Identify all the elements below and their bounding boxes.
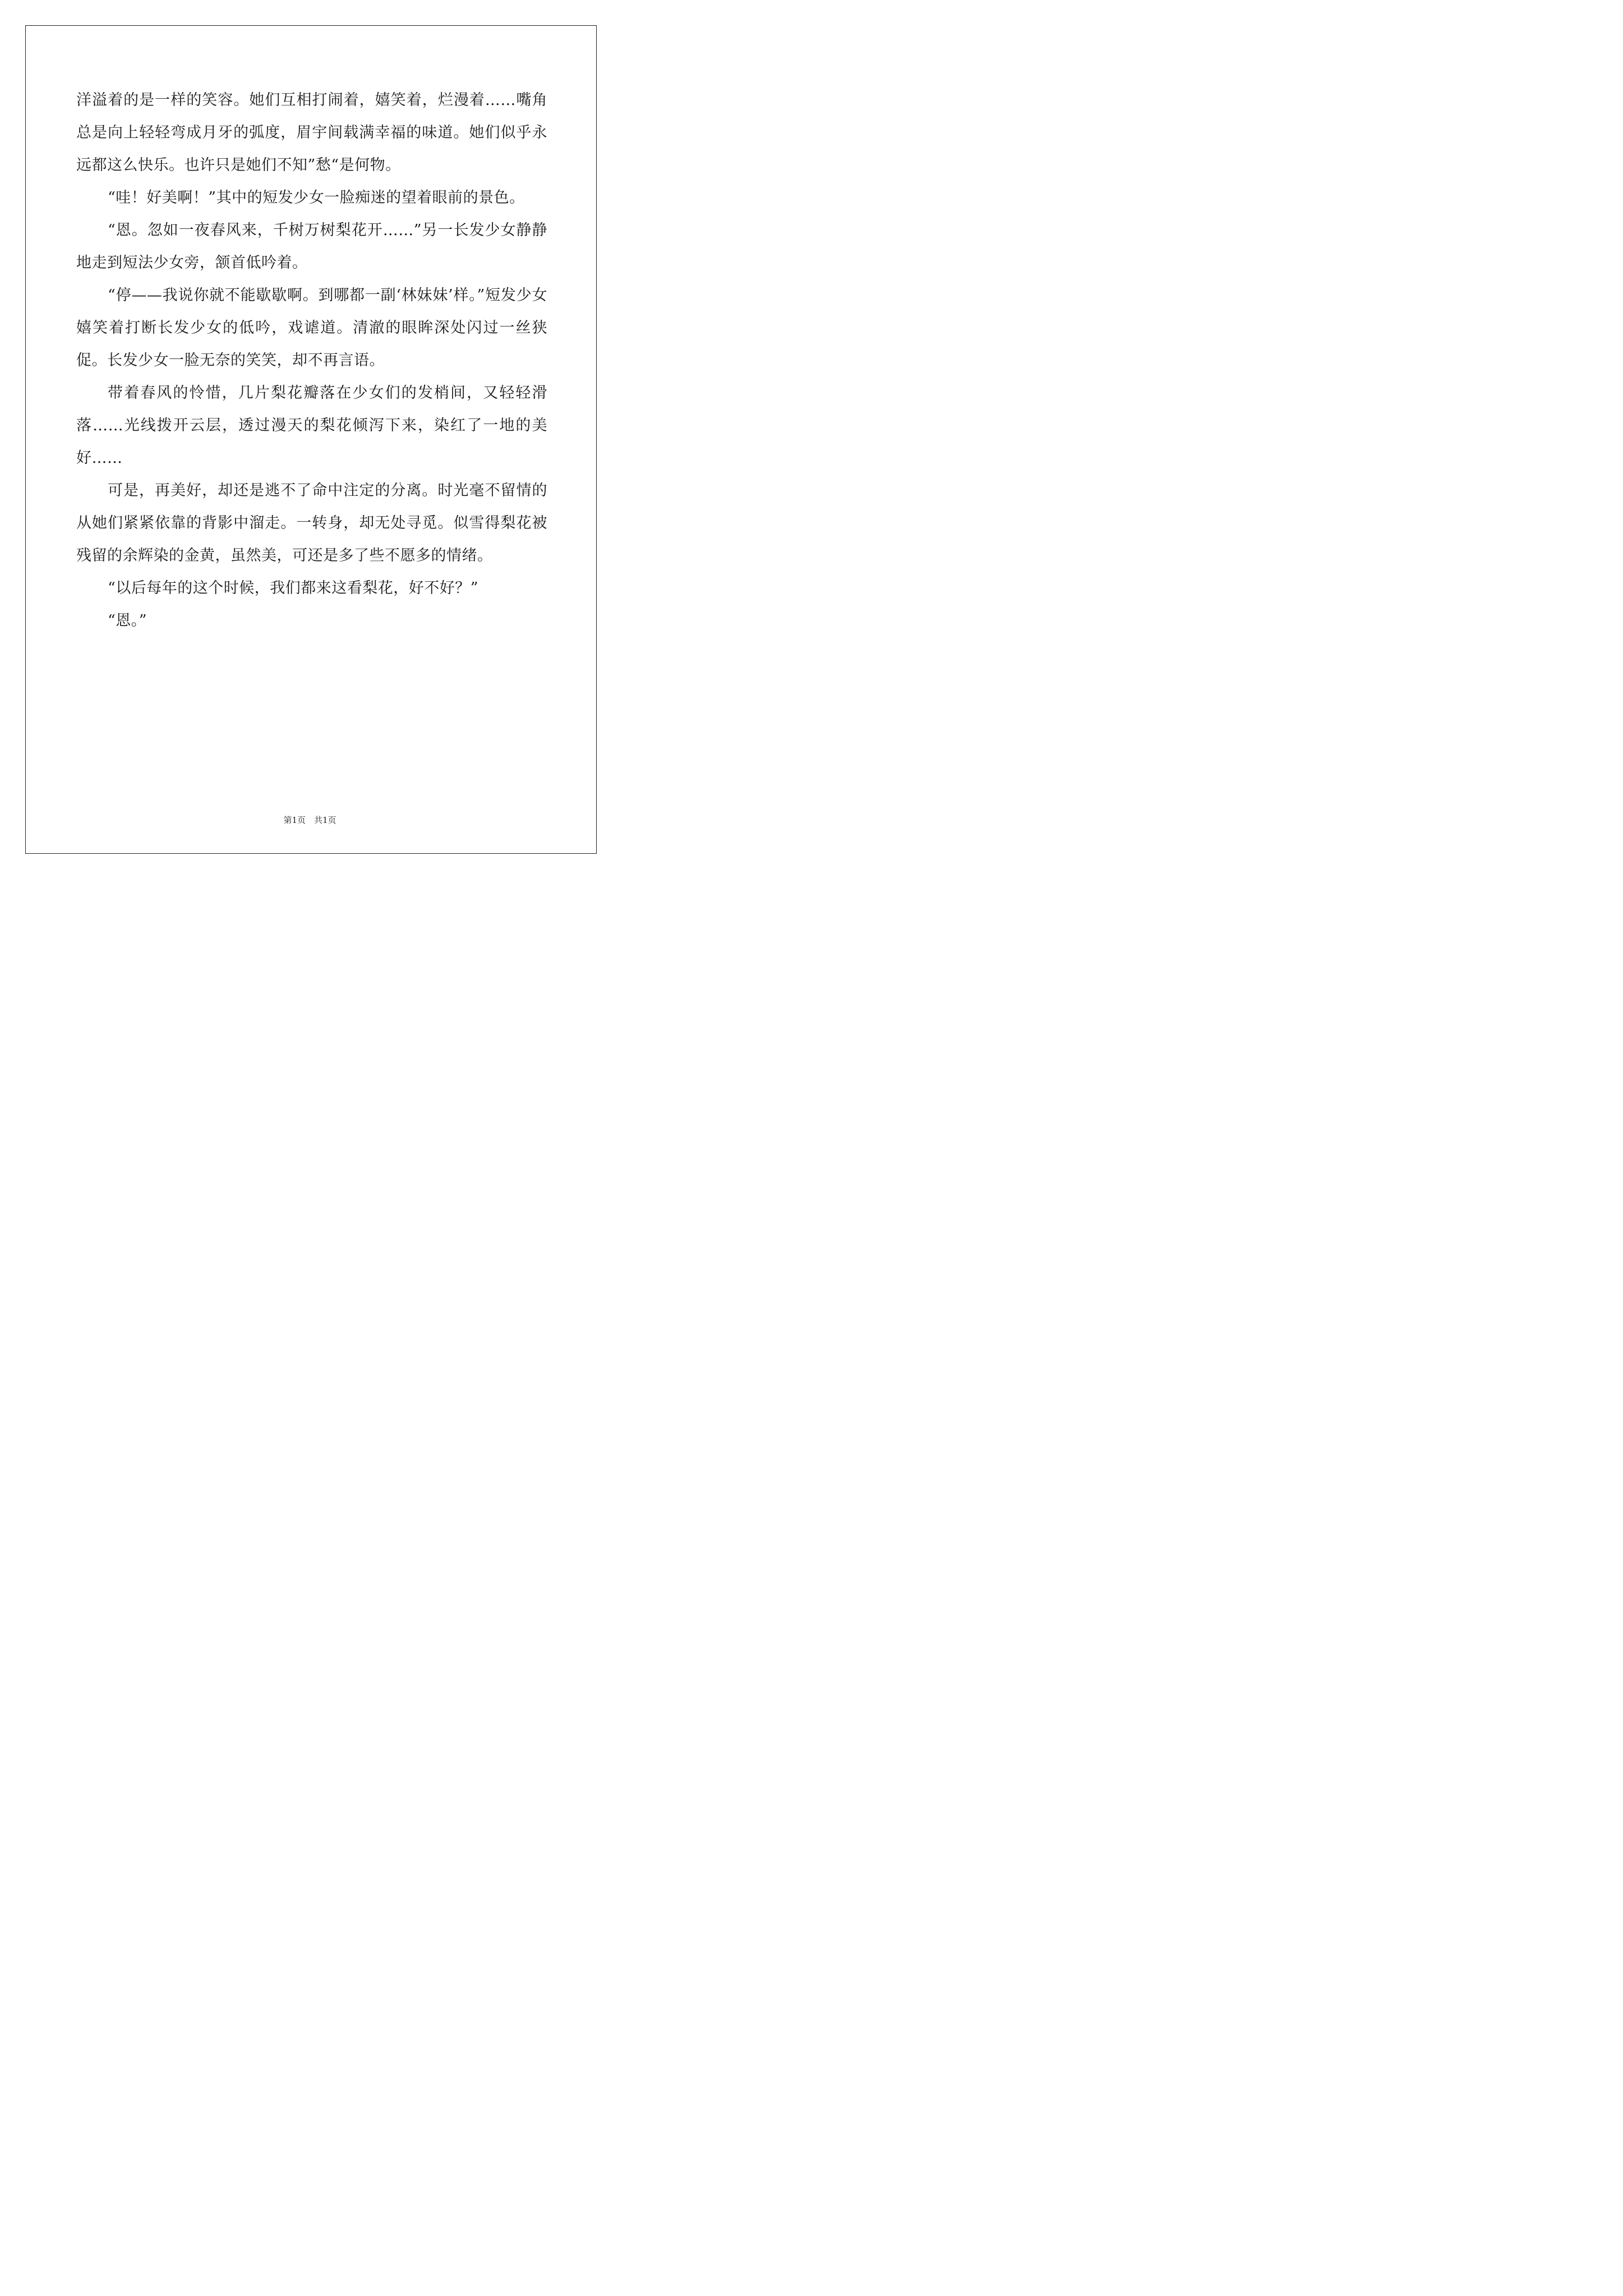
page-number-footer: 第1页 共1页 [283, 815, 336, 825]
paragraph-1: 洋溢着的是一样的笑容。她们互相打闹着，嬉笑着，烂漫着……嘴角总是向上轻轻弯成月牙的弧度，眉宇间载满幸福的味道。她们似乎永远都这么快乐。也许只是她们不知”愁“是何物。 [76, 91, 547, 174]
paragraph-4: “停——我说你就不能歇歇啊。到哪都一副‘林妹妹’样。”短发少女嬉笑着打断长发少女的低吟，戏谑道。清澈的眼眸深处闪过一丝狭促。长发少女一脸无奈的笑笑，却不再言语。 [76, 287, 547, 369]
paragraph-7: “以后每年的这个时候，我们都来这看梨花，好不好？” [108, 579, 479, 597]
paragraph-8: “恩。” [108, 612, 147, 629]
document-body [76, 84, 547, 637]
paragraph-2: “哇！好美啊！”其中的短发少女一脸痴迷的望着眼前的景色。 [108, 189, 525, 206]
paragraph-6: 可是，再美好，却还是逃不了命中注定的分离。时光毫不留情的从她们紧紧依靠的背影中溜走。一转身，却无处寻觅。似雪得梨花被残留的余辉染的金黄，虽然美，可还是多了些不愿多的情绪。 [76, 482, 547, 564]
paragraph-5: 带着春风的怜惜，几片梨花瓣落在少女们的发梢间，又轻轻滑落……光线拨开云层，透过漫天的梨花倾泻下来，染红了一地的美好…… [76, 384, 547, 467]
paragraph-3: “恩。忽如一夜春风来，千树万树梨花开……”另一长发少女静静地走到短法少女旁，颔首低吟着。 [76, 222, 547, 272]
